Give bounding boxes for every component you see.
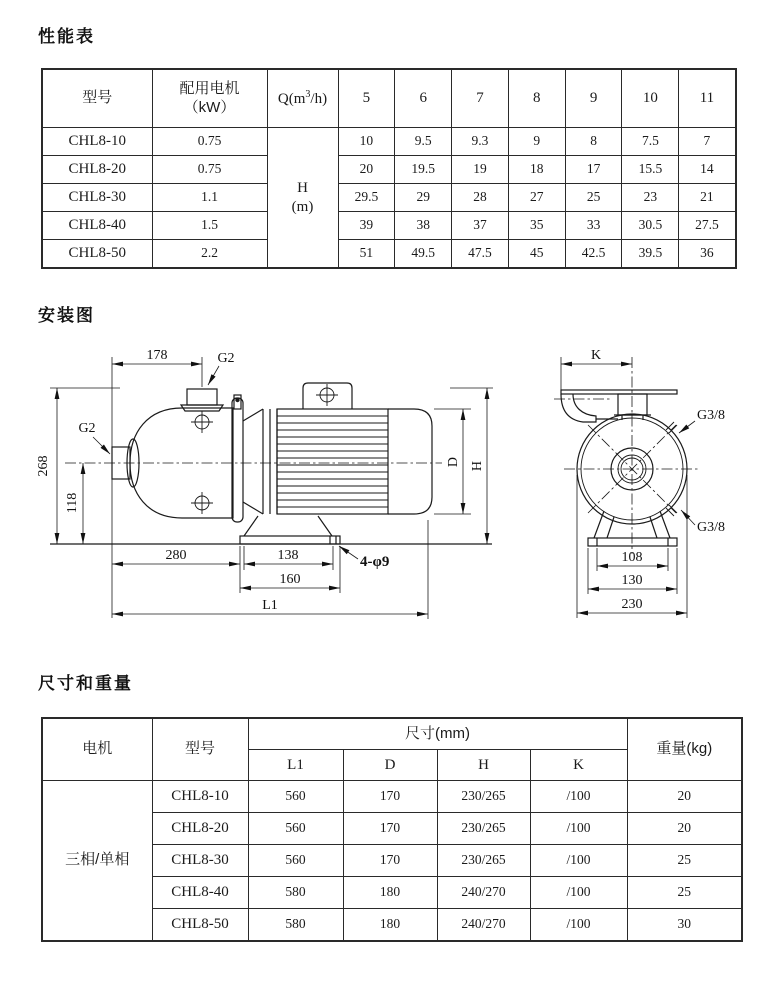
size-col-header: D bbox=[343, 750, 437, 781]
dim-label-160: 160 bbox=[279, 572, 301, 587]
size-header-cell: 尺寸(mm) bbox=[248, 718, 627, 750]
flow-unit-suffix: /h) bbox=[310, 90, 328, 107]
k-cell: /100 bbox=[530, 845, 627, 877]
installation-section-title: 安装图 bbox=[38, 306, 95, 325]
head-value-cell: 47.5 bbox=[452, 240, 509, 269]
weight-cell: 25 bbox=[627, 845, 742, 877]
top-port-front bbox=[618, 394, 647, 415]
weight-header-cell: 重量(kg) bbox=[627, 718, 742, 781]
motor-flange bbox=[263, 409, 277, 514]
motor-header-line1: 配用电机 bbox=[179, 79, 240, 97]
head-value-cell: 18 bbox=[508, 156, 565, 184]
power-cell: 1.5 bbox=[152, 212, 267, 240]
d-cell: 180 bbox=[343, 909, 437, 942]
performance-row bbox=[42, 240, 736, 269]
performance-table bbox=[41, 68, 737, 269]
model-cell: CHL8-30 bbox=[152, 845, 248, 877]
head-value-cell: 7 bbox=[679, 128, 736, 156]
motor-body bbox=[277, 409, 388, 514]
performance-row bbox=[42, 212, 736, 240]
flow-unit-prefix: Q(m bbox=[277, 90, 306, 107]
dim-label-230: 230 bbox=[621, 597, 643, 612]
casing-plug bbox=[191, 411, 213, 433]
weight-cell: 25 bbox=[627, 877, 742, 909]
d-cell: 170 bbox=[343, 845, 437, 877]
dim-label-178: 178 bbox=[146, 348, 168, 363]
k-cell: /100 bbox=[530, 781, 627, 813]
head-value-cell: 45 bbox=[508, 240, 565, 269]
head-value-cell: 9.5 bbox=[395, 128, 452, 156]
head-value-cell: 9.3 bbox=[452, 128, 509, 156]
flow-col-header: 10 bbox=[622, 69, 679, 128]
performance-header-row bbox=[42, 69, 736, 128]
performance-row bbox=[42, 184, 736, 212]
dim-label-118: 118 bbox=[65, 492, 80, 514]
power-cell: 0.75 bbox=[152, 156, 267, 184]
plug-label-g38-top: G3/8 bbox=[697, 408, 725, 423]
dim-label-108: 108 bbox=[621, 550, 643, 565]
model-header-cell: 型号 bbox=[42, 69, 152, 128]
l1-cell: 560 bbox=[248, 813, 343, 845]
flow-col-header: 11 bbox=[679, 69, 736, 128]
leader-arrow bbox=[681, 510, 695, 525]
h-cell: 230/265 bbox=[437, 813, 530, 845]
head-value-cell: 14 bbox=[679, 156, 736, 184]
dim-label-138: 138 bbox=[277, 548, 299, 563]
head-value-cell: 33 bbox=[565, 212, 622, 240]
k-cell: /100 bbox=[530, 813, 627, 845]
head-value-cell: 29 bbox=[395, 184, 452, 212]
head-value-cell: 8 bbox=[565, 128, 622, 156]
model-cell: CHL8-10 bbox=[42, 128, 152, 156]
motor-cooling-fins bbox=[277, 416, 388, 507]
dimensions-row bbox=[42, 781, 742, 813]
l1-cell: 560 bbox=[248, 845, 343, 877]
lantern-adapter bbox=[243, 409, 263, 514]
power-cell: 2.2 bbox=[152, 240, 267, 269]
elbow-hook bbox=[561, 394, 596, 422]
head-value-cell: 15.5 bbox=[622, 156, 679, 184]
size-col-header: H bbox=[437, 750, 530, 781]
l1-cell: 580 bbox=[248, 909, 343, 942]
head-label-line2: (m) bbox=[291, 198, 314, 215]
head-unit-cell bbox=[267, 128, 338, 269]
head-value-cell: 38 bbox=[395, 212, 452, 240]
casing-plug bbox=[191, 492, 213, 514]
size-col-header: L1 bbox=[248, 750, 343, 781]
port-label-g2-side: G2 bbox=[78, 421, 96, 436]
head-value-cell: 39 bbox=[338, 212, 395, 240]
dim-label-280: 280 bbox=[165, 548, 187, 563]
model-cell: CHL8-40 bbox=[42, 212, 152, 240]
model-cell: CHL8-20 bbox=[42, 156, 152, 184]
model-cell: CHL8-50 bbox=[152, 909, 248, 942]
head-value-cell: 28 bbox=[452, 184, 509, 212]
head-value-cell: 49.5 bbox=[395, 240, 452, 269]
power-cell: 1.1 bbox=[152, 184, 267, 212]
elbow-top-bar bbox=[561, 390, 677, 394]
head-value-cell: 20 bbox=[338, 156, 395, 184]
clamp-bolt-head bbox=[235, 398, 239, 402]
foot-webs bbox=[244, 516, 332, 536]
dimensions-header-row bbox=[42, 718, 742, 750]
pump-side-view bbox=[36, 348, 493, 619]
discharge-port bbox=[187, 389, 217, 405]
model-header-cell: 型号 bbox=[152, 718, 248, 781]
head-value-cell: 7.5 bbox=[622, 128, 679, 156]
head-value-cell: 27.5 bbox=[679, 212, 736, 240]
head-value-cell: 51 bbox=[338, 240, 395, 269]
performance-row bbox=[42, 156, 736, 184]
flow-unit-sup: 3 bbox=[305, 88, 311, 100]
flow-col-header: 6 bbox=[395, 69, 452, 128]
head-value-cell: 29.5 bbox=[338, 184, 395, 212]
mounting-hole-section bbox=[330, 536, 336, 544]
head-value-cell: 10 bbox=[338, 128, 395, 156]
weight-cell: 20 bbox=[627, 781, 742, 813]
d-cell: 180 bbox=[343, 877, 437, 909]
k-cell: /100 bbox=[530, 877, 627, 909]
weight-cell: 30 bbox=[627, 909, 742, 942]
head-value-cell: 42.5 bbox=[565, 240, 622, 269]
model-cell: CHL8-30 bbox=[42, 184, 152, 212]
leader-arrow bbox=[208, 366, 219, 385]
size-col-header: K bbox=[530, 750, 627, 781]
d-cell: 170 bbox=[343, 813, 437, 845]
dim-label-L1: L1 bbox=[262, 598, 278, 613]
performance-row bbox=[42, 128, 736, 156]
model-cell: CHL8-50 bbox=[42, 240, 152, 269]
motor-lifting-lug bbox=[303, 383, 352, 409]
head-value-cell: 17 bbox=[565, 156, 622, 184]
performance-section-title: 性能表 bbox=[38, 27, 95, 46]
head-value-cell: 36 bbox=[679, 240, 736, 269]
motor-power-header-cell bbox=[152, 69, 267, 128]
head-label-line1: H bbox=[297, 179, 308, 196]
h-cell: 240/270 bbox=[437, 909, 530, 942]
head-value-cell: 39.5 bbox=[622, 240, 679, 269]
dim-label-K: K bbox=[590, 348, 602, 363]
plug-label-g38-bottom: G3/8 bbox=[697, 520, 725, 535]
d-cell: 170 bbox=[343, 781, 437, 813]
clamp-band bbox=[232, 398, 243, 522]
k-cell: /100 bbox=[530, 909, 627, 942]
leader-arrow bbox=[93, 437, 110, 454]
dimensions-table bbox=[41, 717, 743, 942]
lug-hole bbox=[316, 384, 338, 406]
dim-label-H: H bbox=[470, 460, 485, 472]
head-value-cell: 19 bbox=[452, 156, 509, 184]
model-cell: CHL8-20 bbox=[152, 813, 248, 845]
model-cell: CHL8-10 bbox=[152, 781, 248, 813]
h-cell: 230/265 bbox=[437, 845, 530, 877]
h-cell: 230/265 bbox=[437, 781, 530, 813]
l1-cell: 560 bbox=[248, 781, 343, 813]
head-value-cell: 21 bbox=[679, 184, 736, 212]
dim-label-130: 130 bbox=[621, 573, 643, 588]
head-value-cell: 27 bbox=[508, 184, 565, 212]
flow-col-header: 5 bbox=[338, 69, 395, 128]
installation-drawing bbox=[30, 342, 760, 642]
dim-label-D: D bbox=[446, 456, 461, 468]
head-value-cell: 9 bbox=[508, 128, 565, 156]
motor-header-line2: （kW） bbox=[183, 98, 236, 116]
head-value-cell: 19.5 bbox=[395, 156, 452, 184]
leader-arrow bbox=[339, 546, 358, 559]
motor-end-cap bbox=[388, 409, 432, 514]
base-bolt-marks bbox=[597, 538, 668, 546]
weight-cell: 20 bbox=[627, 813, 742, 845]
dim-label-268: 268 bbox=[36, 455, 51, 477]
l1-cell: 580 bbox=[248, 877, 343, 909]
port-label-g2-top: G2 bbox=[217, 351, 235, 366]
flow-col-header: 8 bbox=[508, 69, 565, 128]
head-value-cell: 37 bbox=[452, 212, 509, 240]
dimensions-section-title: 尺寸和重量 bbox=[38, 674, 133, 693]
flow-col-header: 7 bbox=[452, 69, 509, 128]
base-plate bbox=[240, 536, 340, 544]
model-cell: CHL8-40 bbox=[152, 877, 248, 909]
flow-col-header: 9 bbox=[565, 69, 622, 128]
leader-arrow bbox=[679, 421, 695, 433]
h-cell: 240/270 bbox=[437, 877, 530, 909]
head-value-cell: 30.5 bbox=[622, 212, 679, 240]
head-value-cell: 25 bbox=[565, 184, 622, 212]
head-value-cell: 23 bbox=[622, 184, 679, 212]
head-value-cell: 35 bbox=[508, 212, 565, 240]
motor-header-cell: 电机 bbox=[42, 718, 152, 781]
power-cell: 0.75 bbox=[152, 128, 267, 156]
flow-header-cell bbox=[267, 69, 338, 128]
motor-type-cell: 三相/单相 bbox=[42, 781, 152, 942]
mounting-holes-label: 4-φ9 bbox=[360, 554, 390, 570]
pump-front-view bbox=[554, 348, 725, 618]
front-base-plate bbox=[588, 538, 677, 546]
